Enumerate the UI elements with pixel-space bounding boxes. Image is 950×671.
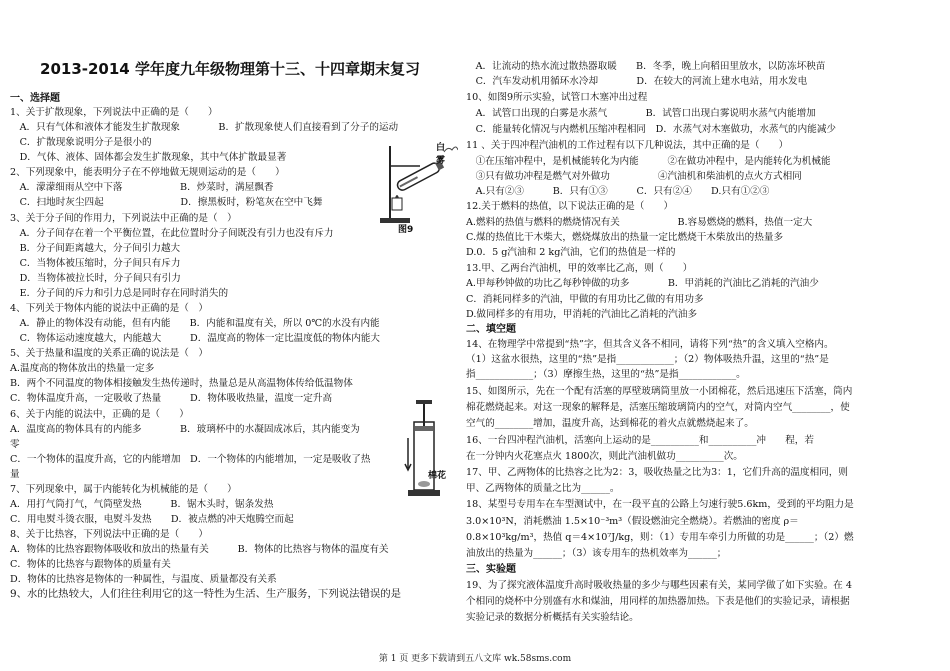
page-footer: 第 1 页 更多下载请到五八文库 wk.58sms.com bbox=[378, 654, 572, 664]
question-line: 量 bbox=[10, 469, 20, 480]
question-line: C．物体的比热容与跟物体的质量有关 bbox=[10, 559, 171, 570]
question-line: 18、某型号专用车在车型测试中，在一段平直的公路上匀速行驶5.6km，受到的平均阻力是 bbox=[466, 499, 854, 510]
question-line: 3、关于分子间的作用力，下列说法中正确的是（ ） bbox=[10, 213, 237, 224]
question-line: 16、一台四冲程汽油机，活塞向上运动的是__________和__________冲 程，若 bbox=[466, 435, 814, 446]
question-line: A．只有气体和液体才能发生扩散现象 B．扩散现象使人们直接看到了分子的运动 bbox=[10, 122, 399, 133]
question-line: A.燃料的热值与燃料的燃烧情况有关 B.容易燃烧的燃料，热值一定大 bbox=[466, 217, 813, 228]
question-line: C．物体温度升高，一定吸收了热量 D．物体吸收热量，温度一定升高 bbox=[10, 393, 333, 404]
question-line: 10、如图9所示实验，试管口木塞冲出过程 bbox=[466, 92, 648, 103]
question-line: 9、水的比热较大，人们往往利用它的这一特性为生活、生产服务，下列说法错误的是 bbox=[10, 588, 402, 600]
question-line: A.只有②③ B．只有①③ C．只有②④ D.只有①②③ bbox=[466, 186, 770, 197]
question-line: D.做同样多的有用功，甲消耗的汽油比乙消耗的汽油多 bbox=[466, 309, 698, 320]
question-line: 19、为了探究液体温度升高时吸收热量的多少与哪些因素有关，某同学做了如下实验。在 4 bbox=[466, 580, 852, 591]
question-line: D.0．5 g汽油和 2 kg汽油，它们的热值是一样的 bbox=[466, 247, 676, 258]
question-line: 12.关于燃料的热值，以下说法正确的是（ ） bbox=[466, 201, 674, 212]
question-line: 指____________；（3）摩擦生热，这里的“热”是指____________。 bbox=[466, 369, 746, 380]
question-line: （1）这盆水很热，这里的“热”是指____________；（2）物体吸热升温，这里的“热”是 bbox=[466, 354, 829, 365]
question-line: C．消耗同样多的汽油，甲做的有用功比乙做的有用功多 bbox=[466, 294, 704, 305]
question-line: C．汽车发动机用循环水冷却 D．在较大的河流上建水电站，用水发电 bbox=[466, 76, 808, 87]
question-line: C．一个物体的温度升高，它的内能增加 D．一个物体的内能增加，一定是吸收了热 bbox=[10, 454, 371, 465]
question-line: 个相同的烧杯中分别盛有水和煤油，用同样的加热器加热。下表是他们的实验记录，请根据 bbox=[466, 596, 850, 607]
question-line: A．试管口出现的白雾是水蒸气 B．试管口出现白雾说明水蒸气内能增加 bbox=[466, 108, 816, 119]
question-line: C．当物体被压缩时，分子间只有斥力 bbox=[10, 258, 181, 269]
question-line: 5、关于热量和温度的关系正确的说法是（ ） bbox=[10, 348, 208, 359]
question-line: 实验记录的数据分析概括有关实验结论。 bbox=[466, 612, 639, 623]
question-line: 11 、关于四冲程汽油机的工作过程有以下几种说法，其中正确的是（ ） bbox=[466, 140, 789, 151]
question-line: 0.8×10³kg/m³，热值 q＝4×10⁷J/kg，则：（1）专用车牵引力所做的功是______；（2）燃 bbox=[466, 532, 854, 543]
question-line: 14、在物理学中常提到“热”字，但其含义各不相同，请将下列“热”的含义填入空格内。 bbox=[466, 339, 834, 350]
question-line: E．分子间的斥力和引力总是同时存在同时消失的 bbox=[10, 288, 229, 299]
question-line: ①在压缩冲程中，是机械能转化为内能 ②在做功冲程中，是内能转化为机械能 bbox=[466, 156, 831, 167]
question-line: A.温度高的物体放出的热量一定多 bbox=[10, 363, 155, 374]
question-line: 3.0×10³N，消耗燃油 1.5×10⁻³m³（假设燃油完全燃烧）。若燃油的密度 ρ＝ bbox=[466, 516, 799, 527]
question-line: 甲、乙两物体的质量之比为______。 bbox=[466, 483, 620, 494]
question-line: 6、关于内能的说法中，正确的是（ ） bbox=[10, 409, 189, 420]
question-line: A．让流动的热水流过散热器取暖 B．冬季，晚上向稻田里放水，以防冻坏秧苗 bbox=[466, 61, 826, 72]
question-line: C．用电熨斗烫衣服，电熨斗发热 D．被点燃的冲天炮腾空而起 bbox=[10, 514, 294, 525]
question-line: B．两个不同温度的物体相接触发生热传递时，热量总是从高温物体传给低温物体 bbox=[10, 378, 353, 389]
question-line: B．分子间距离越大，分子间引力越大 bbox=[10, 243, 181, 254]
question-line: 在一分钟内火花塞点火 1800次，则此汽油机做功__________次。 bbox=[466, 451, 743, 462]
question-line: ③只有做功冲程是燃气对外做功 ④汽油机和柴油机的点火方式相同 bbox=[466, 171, 802, 182]
question-line: 油放出的热量为______；（3）该专用车的热机效率为______； bbox=[466, 548, 727, 559]
question-line: 棉花燃烧起来。对这一现象的解释是，活塞压缩玻璃筒内的空气，对筒内空气________，使 bbox=[466, 402, 850, 413]
question-line: 17、甲、乙两物体的比热容之比为2：3，吸收热量之比为3：1，它们升高的温度相同，则 bbox=[466, 467, 848, 478]
figure-9-caption: 图9 bbox=[398, 225, 414, 235]
section-heading-fill-in: 二、填空题 bbox=[466, 324, 516, 335]
page-title: 2013-2014 学年度九年级物理第十三、十四章期末复习 bbox=[40, 60, 420, 78]
question-line: C．物体运动速度越大，内能越大 D．温度高的物体一定比温度低的物体内能大 bbox=[10, 333, 380, 344]
question-line: 13.甲、乙两台汽油机，甲的效率比乙高，则（ ） bbox=[466, 263, 693, 274]
question-line: A．濛濛细雨从空中下落 B．炒菜时，满屋飘香 bbox=[10, 182, 274, 193]
question-line: A．分子间存在着一个平衡位置，在此位置时分子间既没有引力也没有斥力 bbox=[10, 228, 334, 239]
section-heading-experiment: 三、实验题 bbox=[466, 564, 516, 575]
question-line: C．扫地时灰尘四起 D．擦黑板时，粉笔灰在空中飞舞 bbox=[10, 197, 323, 208]
question-line: 4、下列关于物体内能的说法中正确的是（ ） bbox=[10, 303, 208, 314]
question-line: C．扩散现象说明分子是很小的 bbox=[10, 137, 152, 148]
question-line: 1、关于扩散现象，下列说法中正确的是（ ） bbox=[10, 107, 218, 118]
figure-9-white-mist-label: 白雾 bbox=[436, 143, 446, 166]
question-line: 7、下列现象中，属于内能转化为机械能的是（ ） bbox=[10, 484, 237, 495]
question-line: 零 bbox=[10, 439, 20, 450]
question-line: 2、下列现象中，能表明分子在不停地做无规则运动的是（ ） bbox=[10, 167, 285, 178]
question-line: A．用打气筒打气，气筒壁发热 B．锯木头时，锯条发热 bbox=[10, 499, 274, 510]
question-line: A．物体的比热容跟物体吸收和放出的热量有关 B．物体的比热容与物体的温度有关 bbox=[10, 544, 389, 555]
question-line: A．静止的物体没有动能，但有内能 B．内能和温度有关，所以 0℃的水没有内能 bbox=[10, 318, 380, 329]
cotton-label: 棉花 bbox=[428, 471, 447, 481]
figure-piston-cylinder-diagram bbox=[404, 398, 447, 498]
question-line: D．气体、液体、固体都会发生扩散现象，其中气体扩散最显著 bbox=[10, 152, 287, 163]
question-line: D．当物体被拉长时，分子间只有引力 bbox=[10, 273, 181, 284]
question-line: D．物体的比热容是物体的一种属性，与温度、质量都没有关系 bbox=[10, 574, 277, 585]
question-line: A．温度高的物体具有的内能多 B．玻璃杯中的水凝固成冰后，其内能变为 bbox=[10, 424, 360, 435]
question-line: C．能量转化情况与内燃机压缩冲程相同 D．水蒸气对木塞做功，水蒸气的内能减少 bbox=[466, 124, 836, 135]
section-heading-choice: 一、选择题 bbox=[10, 93, 60, 104]
question-line: 15、如图所示，先在一个配有活塞的厚壁玻璃筒里放一小团棉花，然后迅速压下活塞，筒内 bbox=[466, 386, 853, 397]
question-line: 空气的________增加，温度升高，达到棉花的着火点就燃烧起来了。 bbox=[466, 418, 754, 429]
question-line: C.煤的热值比干木柴大，燃烧煤放出的热量一定比燃烧干木柴放出的热量多 bbox=[466, 232, 784, 243]
question-line: 8、关于比热容，下列说法中正确的是（ ） bbox=[10, 529, 208, 540]
question-line: A.甲每秒钟做的功比乙每秒钟做的功多 B．甲消耗的汽油比乙消耗的汽油少 bbox=[466, 278, 819, 289]
